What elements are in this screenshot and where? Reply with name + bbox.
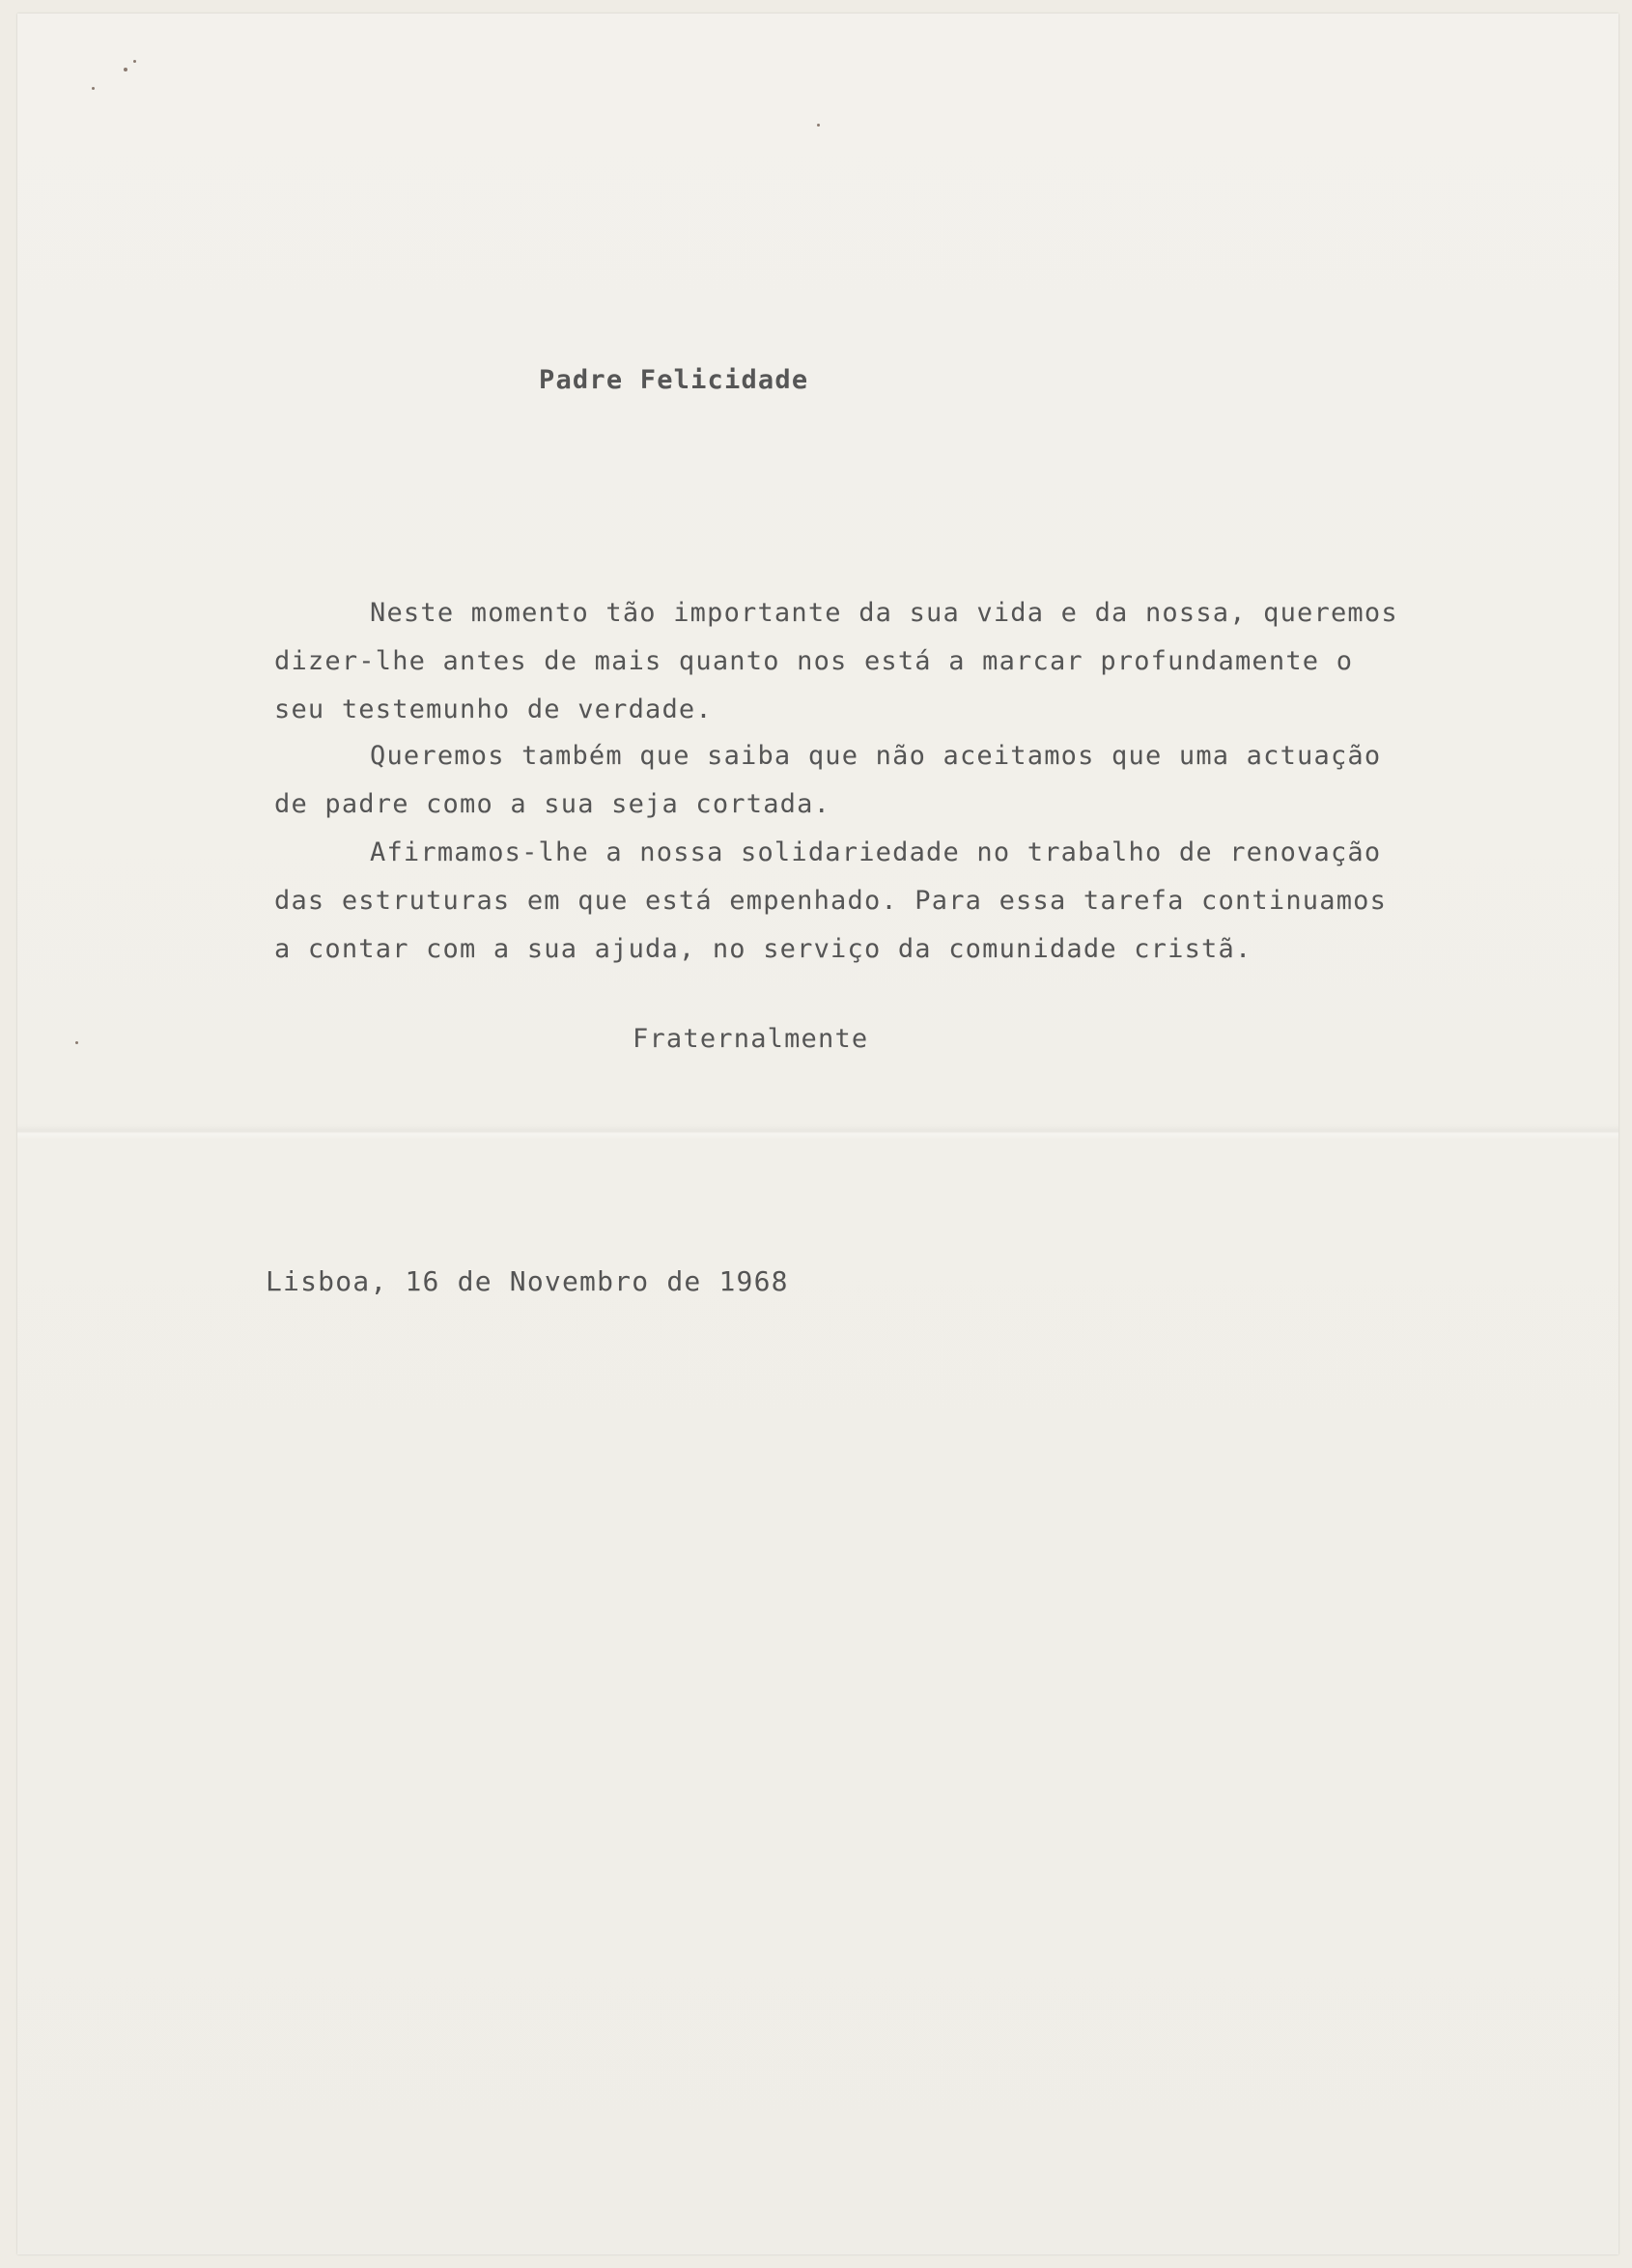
paper-speck bbox=[133, 60, 136, 63]
paper-speck bbox=[817, 124, 820, 127]
body-line: Queremos também que saiba que não aceitamos que uma actuação bbox=[370, 741, 1382, 771]
closing: Fraternalmente bbox=[633, 1024, 869, 1054]
paper-speck bbox=[124, 68, 127, 71]
paper-fold bbox=[17, 1124, 1618, 1140]
place-date: Lisboa, 16 de Novembro de 1968 bbox=[266, 1265, 789, 1297]
body-line: de padre como a sua seja cortada. bbox=[274, 789, 831, 819]
body-line: dizer-lhe antes de mais quanto nos está a marcar profundamente o bbox=[274, 646, 1354, 676]
body-line: seu testemunho de verdade. bbox=[274, 695, 713, 724]
body-line: Neste momento tão importante da sua vida e da nossa, queremos bbox=[370, 598, 1398, 628]
body-line: das estruturas em que está empenhado. Para essa tarefa continuamos bbox=[274, 886, 1388, 916]
letter-sheet bbox=[17, 14, 1618, 2254]
paper-speck bbox=[92, 87, 95, 90]
body-line: Afirmamos-lhe a nossa solidariedade no trabalho de renovação bbox=[370, 837, 1382, 867]
salutation: Padre Felicidade bbox=[539, 365, 809, 395]
body-line: a contar com a sua ajuda, no serviço da comunidade cristã. bbox=[274, 934, 1252, 964]
paper-speck bbox=[75, 1041, 78, 1044]
